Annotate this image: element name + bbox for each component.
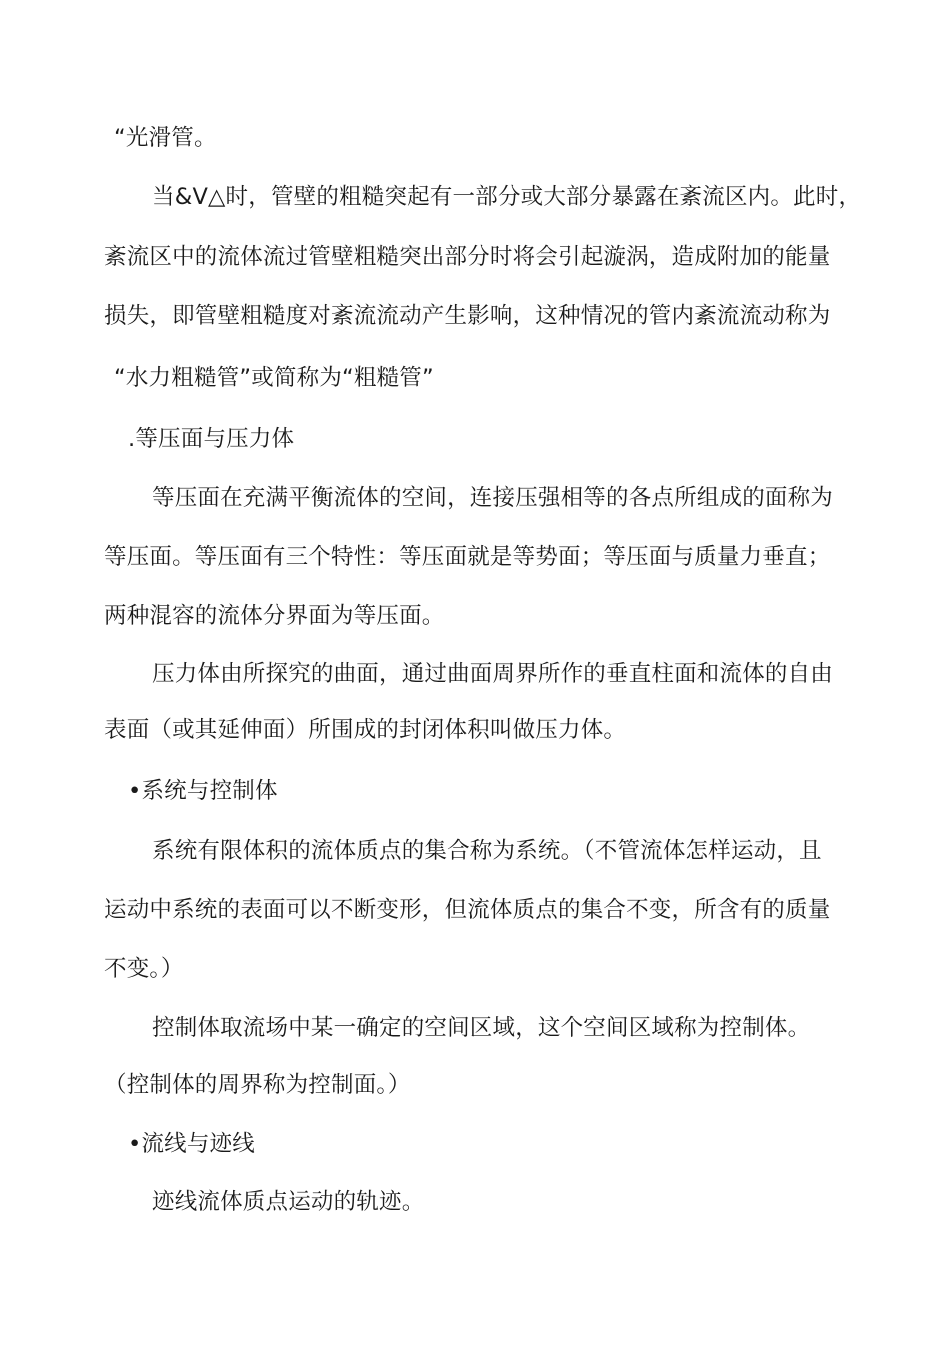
- paragraph-control-volume-line-1: 控制体取流场中某一确定的空间区域，这个空间区域称为控制体。: [152, 1015, 811, 1041]
- paragraph-rough-pipe-line-3: 损失，即管壁粗糙度对紊流流动产生影响，这种情况的管内紊流流动称为: [104, 303, 831, 329]
- paragraph-system-line-1: 系统有限体积的流体质点的集合称为系统。（不管流体怎样运动，且: [152, 838, 822, 864]
- section-heading-streamline-pathline: •流线与迹线: [128, 1131, 255, 1157]
- section-heading-system-control-volume: •系统与控制体: [128, 778, 278, 804]
- paragraph-system-line-2: 运动中系统的表面可以不断变形，但流体质点的集合不变，所含有的质量: [104, 897, 831, 923]
- paragraph-pathline-line-1: 迹线流体质点运动的轨迹。: [152, 1189, 425, 1215]
- paragraph-control-volume-line-2: （控制体的周界称为控制面。）: [104, 1072, 411, 1098]
- paragraph-rough-pipe-line-4: “水力粗糙管”或简称为“粗糙管”: [114, 365, 434, 391]
- paragraph-isobaric-line-1: 等压面在充满平衡流体的空间，连接压强相等的各点所组成的面称为: [152, 485, 834, 511]
- paragraph-isobaric-line-3: 两种混容的流体分界面为等压面。: [104, 603, 445, 629]
- text-line-continuation: “光滑管。: [114, 125, 217, 151]
- paragraph-isobaric-line-2: 等压面。等压面有三个特性：等压面就是等势面；等压面与质量力垂直；: [104, 544, 831, 570]
- paragraph-pressure-body-line-1: 压力体由所探究的曲面，通过曲面周界所作的垂直柱面和流体的自由: [152, 661, 834, 687]
- paragraph-pressure-body-line-2: 表面（或其延伸面）所围成的封闭体积叫做压力体。: [104, 717, 627, 743]
- paragraph-rough-pipe-line-2: 紊流区中的流体流过管壁粗糙突出部分时将会引起漩涡，造成附加的能量: [104, 244, 831, 270]
- section-heading-isobaric-surface: .等压面与压力体: [128, 426, 295, 452]
- paragraph-rough-pipe-line-1: 当&V△时，管壁的粗糙突起有一部分或大部分暴露在紊流区内。此时，: [152, 184, 862, 210]
- paragraph-system-line-3: 不变。）: [104, 956, 184, 982]
